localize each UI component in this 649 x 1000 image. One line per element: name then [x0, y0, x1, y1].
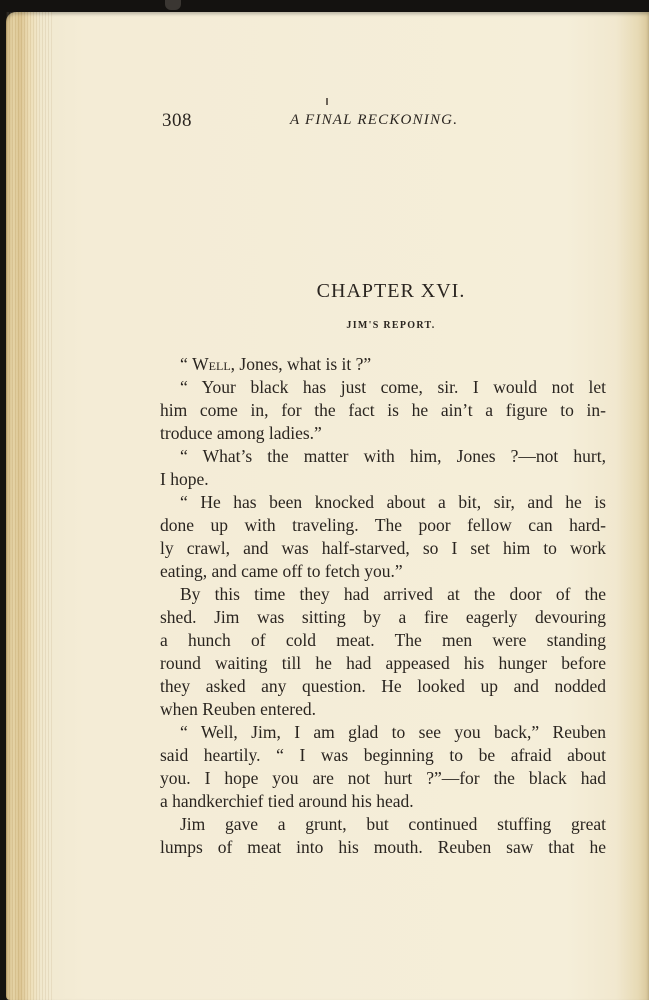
scan-binding-mark	[165, 0, 181, 10]
open-quote: “	[180, 354, 193, 374]
text-line-16: when Reuben entered.	[160, 699, 316, 719]
chapter-subtitle	[162, 320, 608, 331]
text-line-7: “ He has been knocked about a bit, sir, and he is	[180, 492, 606, 512]
text-line-4: troduce among ladies.”	[160, 423, 322, 443]
text-line-9: ly crawl, and was half-starved, so I set him to work	[160, 538, 606, 558]
text-line-21: Jim gave a grunt, but continued stuffing great	[180, 814, 606, 834]
chapter-body	[160, 353, 606, 859]
text-line-8: done up with traveling. The poor fellow can hard-	[160, 515, 606, 535]
text-line-6: I hope.	[160, 469, 209, 489]
text-line-11: By this time they had arrived at the door of the	[180, 584, 606, 604]
text-line-13: a hunch of cold meat. The men were standing	[160, 630, 606, 650]
text-line-17: “ Well, Jim, I am glad to see you back,” Reuben	[180, 722, 606, 742]
text-line-3: him come in, for the fact is he ain’t a figure to in-	[160, 400, 606, 420]
text-line-2: “ Your black has just come, sir. I would not let	[180, 377, 606, 397]
page-header	[162, 110, 608, 136]
text-line-5: “ What’s the matter with him, Jones ?—not hurt,	[180, 446, 606, 466]
chapter-title: CHAPTER XVI.	[316, 280, 466, 302]
running-title: A FINAL RECKONING.	[290, 112, 459, 128]
text-line-22: lumps of meat into his mouth. Reuben saw that he	[160, 837, 606, 857]
small-caps-word: Well	[192, 354, 231, 374]
chapter-subtitle-text: JIM'S REPORT.	[346, 320, 436, 331]
page-number: 308	[162, 110, 192, 131]
text-line-14: round waiting till he had appeased his hunger before	[160, 653, 606, 673]
text-line-19: you. I hope you are not hurt ?”—for the black had	[160, 768, 606, 788]
text-line-10: eating, and came off to fetch you.”	[160, 561, 403, 581]
text-line-20: a handkerchief tied around his head.	[160, 791, 414, 811]
text-line-15: they asked any question. He looked up and nodded	[160, 676, 606, 696]
text-line-12: shed. Jim was sitting by a fire eagerly devouring	[160, 607, 606, 627]
text-line-18: said heartily. “ I was beginning to be afraid about	[160, 745, 606, 765]
text-line-1	[160, 353, 606, 376]
print-mark	[326, 98, 328, 105]
line-rest: , Jones, what is it ?”	[230, 354, 372, 374]
